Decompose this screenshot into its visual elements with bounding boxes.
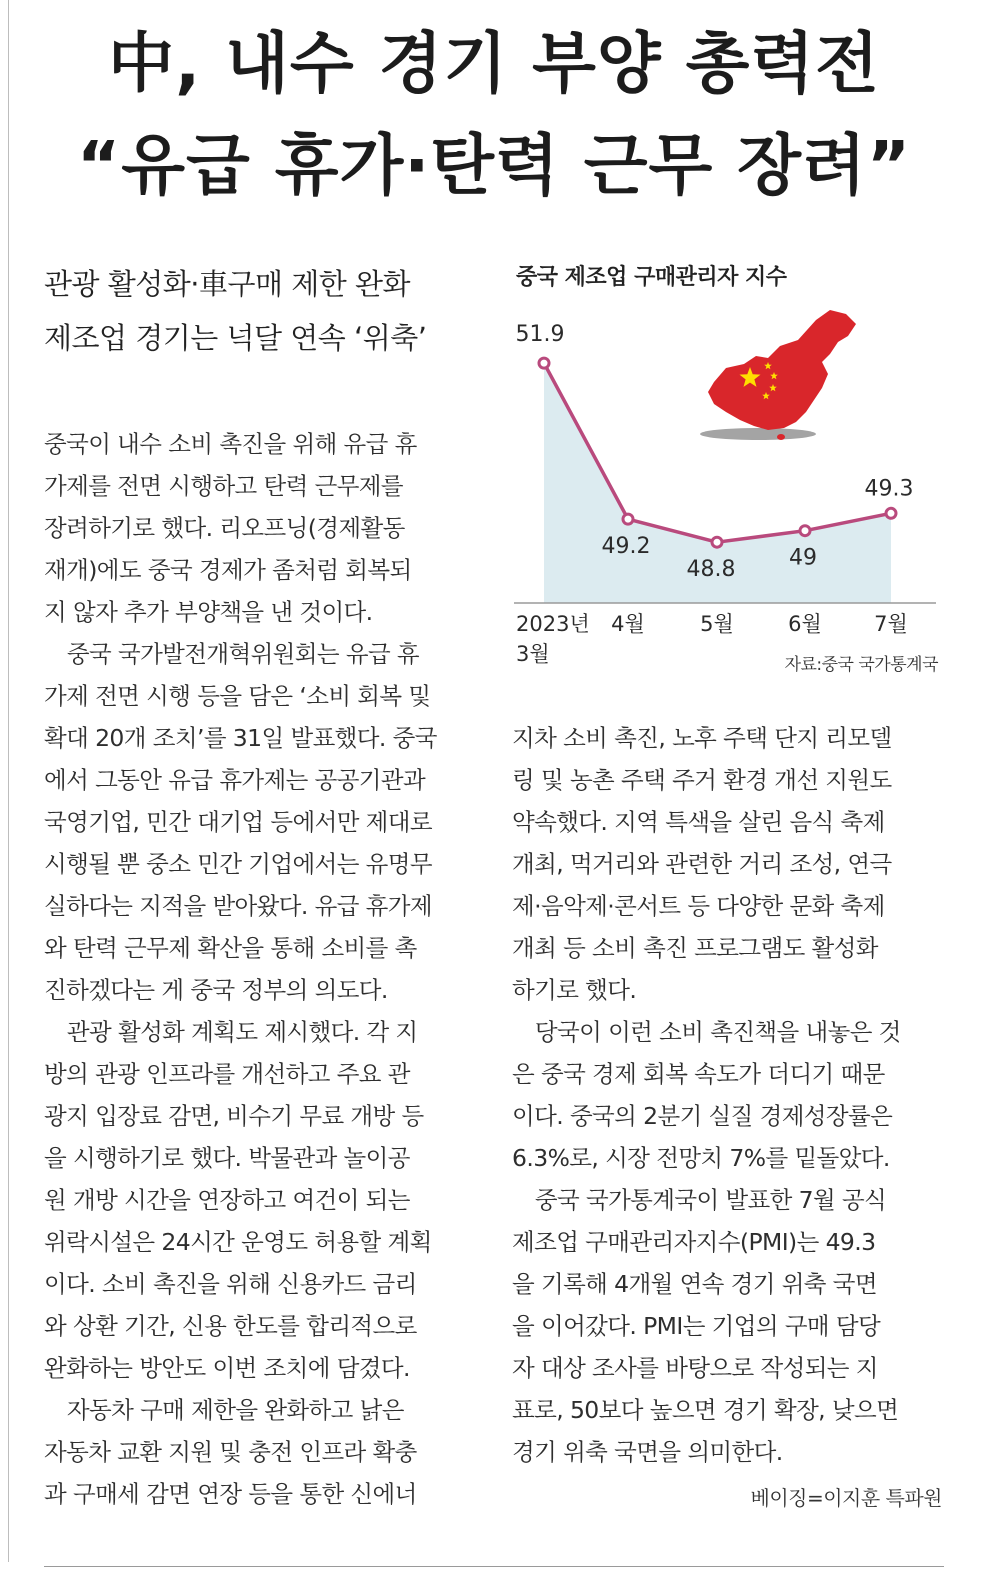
body-line: 원 개방 시간을 연장하고 여건이 되는 [44, 1186, 410, 1214]
data-point [539, 358, 549, 368]
data-label: 49 [789, 545, 817, 571]
x-tick-label: 6월 [788, 612, 822, 636]
body-line: 지차 소비 촉진, 노후 주택 단지 리모델 [512, 724, 892, 752]
body-line: 와 탄력 근무제 확산을 통해 소비를 촉 [44, 934, 417, 962]
body-line: 중국이 내수 소비 촉진을 위해 유급 휴 [44, 430, 417, 458]
china-map-icon [700, 310, 856, 440]
body-line: 자동차 교환 지원 및 충전 인프라 확충 [44, 1438, 417, 1466]
body-line: 약속했다. 지역 특색을 살린 음식 축제 [512, 808, 885, 836]
map-shadow [700, 428, 816, 440]
data-point [712, 537, 722, 547]
body-line: 지 않자 추가 부양책을 낸 것이다. [44, 598, 373, 626]
body-line: 경기 위축 국면을 의미한다. [512, 1438, 783, 1466]
body-line: 자 대상 조사를 바탕으로 작성되는 지 [512, 1354, 878, 1382]
article-body-right [512, 717, 942, 1473]
subheadline-line2: 제조업 경기는 넉달 연속 ‘위축’ [44, 321, 427, 355]
body-line: 개최, 먹거리와 관련한 거리 조성, 연극 [512, 850, 892, 878]
body-line: 중국 국가발전개혁위원회는 유급 휴 [44, 640, 420, 668]
map-shape [708, 310, 856, 430]
body-line: 표로, 50보다 높으면 경기 확장, 낮으면 [512, 1396, 899, 1424]
body-line: 광지 입장료 감면, 비수기 무료 개방 등 [44, 1102, 424, 1130]
article-body-left [44, 423, 474, 1515]
body-line: 제·음악제·콘서트 등 다양한 문화 축제 [512, 892, 885, 920]
data-point [886, 508, 896, 518]
data-label: 48.8 [686, 557, 736, 583]
body-line: 이다. 소비 촉진을 위해 신용카드 금리 [44, 1270, 417, 1298]
body-line: 을 이어갔다. PMI는 기업의 구매 담당 [512, 1312, 881, 1340]
data-label: 51.9 [515, 322, 565, 348]
body-line: 을 시행하기로 했다. 박물관과 놀이공 [44, 1144, 410, 1172]
body-line: 와 상환 기간, 신용 한도를 합리적으로 [44, 1312, 417, 1340]
data-label: 49.3 [864, 476, 914, 502]
x-tick-label: 4월 [611, 612, 645, 636]
data-point [623, 514, 633, 524]
body-line: 실하다는 지적을 받아왔다. 유급 휴가제 [44, 892, 432, 920]
body-line: 은 중국 경제 회복 속도가 더디기 때문 [512, 1060, 885, 1088]
body-line: 관광 활성화 계획도 제시했다. 각 지 [44, 1018, 418, 1046]
body-line: 6.3%로, 시장 전망치 7%를 밑돌았다. [512, 1144, 890, 1172]
chart-title: 중국 제조업 구매관리자 지수 [516, 265, 787, 290]
x-tick-label: 5월 [700, 612, 734, 636]
bottom-rule [44, 1566, 944, 1567]
body-line: 가제 전면 시행 등을 담은 ‘소비 회복 및 [44, 682, 431, 710]
body-line: 을 기록해 4개월 연속 경기 위축 국면 [512, 1270, 877, 1298]
body-line: 링 및 농촌 주택 주거 환경 개선 지원도 [512, 766, 892, 794]
body-line: 시행될 뿐 중소 민간 기업에서는 유명무 [44, 850, 432, 878]
data-point [800, 526, 810, 536]
body-line: 제조업 구매관리자지수(PMI)는 49.3 [512, 1228, 876, 1256]
x-tick-label: 2023년 3월 [516, 612, 590, 666]
data-label: 49.2 [601, 534, 651, 560]
column-divider [8, 0, 9, 1562]
body-line: 하기로 했다. [512, 976, 637, 1004]
body-line: 완화하는 방안도 이번 조치에 담겼다. [44, 1354, 410, 1382]
body-line: 자동차 구매 제한을 완화하고 낡은 [44, 1396, 404, 1424]
headline-line2: “유급 휴가·탄력 근무 장려” [76, 127, 912, 204]
body-line: 이다. 중국의 2분기 실질 경제성장률은 [512, 1102, 893, 1130]
byline: 베이징=이지훈 특파원 [750, 1486, 942, 1510]
body-line: 중국 국가통계국이 발표한 7월 공식 [512, 1186, 887, 1214]
body-line: 장려하기로 했다. 리오프닝(경제활동 [44, 514, 405, 542]
body-line: 확대 20개 조치’를 31일 발표했다. 중국 [44, 724, 437, 752]
chart-source: 자료:중국 국가통계국 [784, 655, 938, 675]
body-line: 진하겠다는 게 중국 정부의 의도다. [44, 976, 388, 1004]
body-line: 당국이 이런 소비 촉진책을 내놓은 것 [512, 1018, 901, 1046]
body-line: 국영기업, 민간 대기업 등에서만 제대로 [44, 808, 432, 836]
body-line: 가제를 전면 시행하고 탄력 근무제를 [44, 472, 403, 500]
body-line: 에서 그동안 유급 휴가제는 공공기관과 [44, 766, 426, 794]
map-island [777, 434, 785, 440]
body-line: 과 구매세 감면 연장 등을 통한 신에너 [44, 1480, 417, 1508]
body-line: 재개)에도 중국 경제가 좀처럼 회복되 [44, 556, 412, 584]
body-line: 위락시설은 24시간 운영도 허용할 계획 [44, 1228, 432, 1256]
body-line: 개최 등 소비 촉진 프로그램도 활성화 [512, 934, 878, 962]
body-line: 방의 관광 인프라를 개선하고 주요 관 [44, 1060, 410, 1088]
x-tick-label: 7월 [874, 612, 908, 636]
subheadline-line1: 관광 활성화·車구매 제한 완화 [44, 267, 411, 301]
headline-line1: 中, 내수 경기 부양 총력전 [108, 25, 880, 102]
pmi-chart [500, 300, 950, 680]
